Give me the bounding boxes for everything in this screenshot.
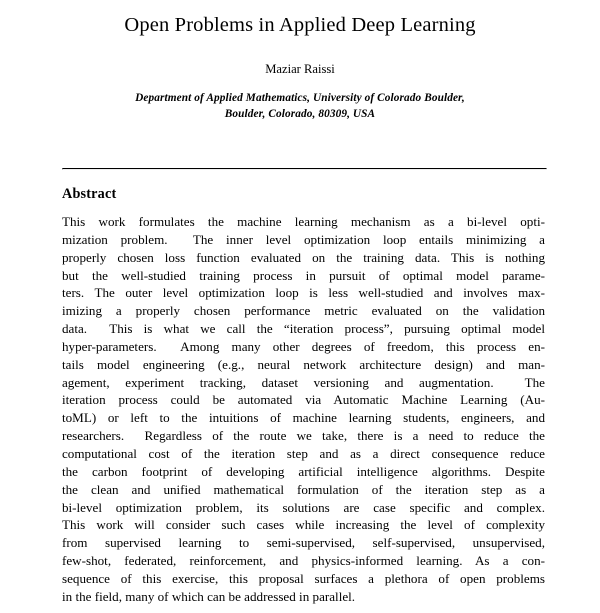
abstract-line: the carbon footprint of developing artificial intelligence algorithms. Despite [62,463,545,479]
abstract-line: agement, experiment tracking, dataset versioning and augmentation. The [62,374,545,390]
abstract-line: sequence of this exercise, this proposal surfaces a plethora of open problems [62,570,545,586]
abstract-line: mization problem. The inner level optimization loop entails minimizing a [62,231,545,247]
abstract-line: the clean and unified mathematical formulation of the iteration step as a [62,481,545,497]
abstract-line: toML) or left to the intuitions of machine learning students, engineers, and [62,410,545,426]
affiliation-line-2: Boulder, Colorado, 80309, USA [224,107,376,120]
abstract-line: few-shot, federated, reinforcement, and physics-informed learning. As a con- [62,553,545,569]
title-block [0,0,600,122]
abstract-line: This work will consider such cases while increasing the level of complexity [62,517,545,533]
abstract-line: tails model engineering (e.g., neural network architecture design) and man- [62,356,545,372]
abstract-line: bi-level optimization problem, its solutions are case specific and complex. [62,499,545,515]
author-affiliation [0,90,600,122]
abstract-line: ters. The outer level optimization loop is less well-studied and involves max- [62,285,545,301]
abstract-line: iteration process could be automated via Automatic Machine Learning (Au- [62,392,545,408]
abstract-line: but the well-studied training process in pursuit of optimal model parame- [62,267,545,283]
abstract-line: from supervised learning to semi-supervised, self-supervised, unsupervised, [62,535,545,551]
abstract-body-text [62,213,545,606]
abstract-line: hyper-parameters. Among many other degrees of freedom, this process en- [62,338,545,354]
abstract-heading: Abstract [62,186,117,202]
abstract-line: computational cost of the iteration step and as a direct consequence reduce [62,446,545,461]
abstract-line: imizing a properly chosen performance metric evaluated on the validation [62,303,545,319]
page-title: Open Problems in Applied Deep Learning [124,14,476,36]
author-name: Maziar Raissi [265,61,335,76]
abstract-line: data. This is what we call the “iteration process”, pursuing optimal model [62,321,545,337]
abstract-line: This work formulates the machine learning mechanism as a bi-level opti- [62,214,545,230]
abstract-line: properly chosen loss function evaluated on the training data. This is nothing [62,249,545,265]
horizontal-rule-divider [62,168,547,170]
affiliation-line-1: Department of Applied Mathematics, University of Colorado Boulder, [135,91,465,104]
abstract-section [62,168,545,606]
abstract-line: researchers. Regardless of the route we take, there is a need to reduce the [62,428,545,444]
abstract-line: in the field, many of which can be addressed in parallel. [62,588,356,604]
